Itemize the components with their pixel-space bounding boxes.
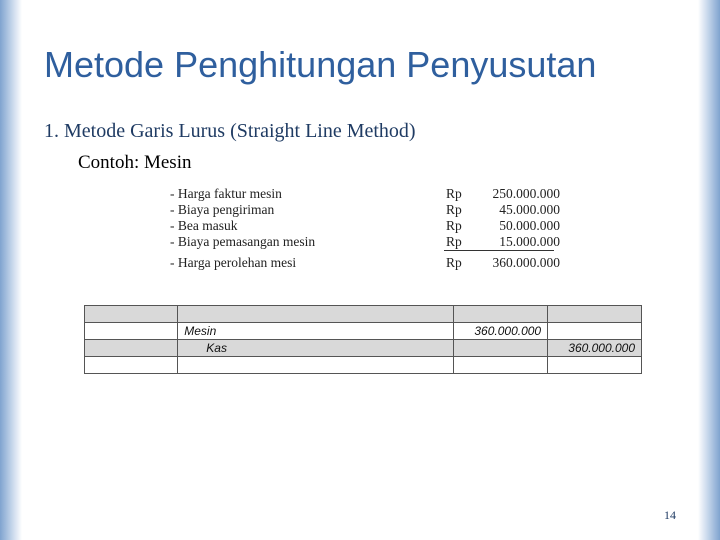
cost-item-currency: Rp — [446, 234, 462, 249]
cost-item-label: - Harga faktur mesin — [170, 186, 282, 201]
debit-cell — [454, 340, 548, 357]
credit-cell — [548, 306, 642, 323]
cost-item-label: - Bea masuk — [170, 218, 238, 233]
cost-item-currency: Rp — [446, 186, 462, 201]
cost-item-amount: 15.000.000 — [499, 234, 560, 249]
debit-cell — [454, 306, 548, 323]
table-row — [85, 323, 642, 340]
cost-item-amount: 250.000.000 — [492, 186, 560, 201]
page-number: 14 — [664, 508, 676, 522]
right-border-decoration — [698, 0, 720, 540]
journal-entry-table — [84, 305, 642, 374]
left-border-decoration — [0, 0, 22, 540]
date-cell — [85, 323, 178, 340]
table-row — [85, 357, 642, 374]
cost-item — [170, 186, 560, 202]
cost-item-amount: 45.000.000 — [499, 202, 560, 217]
example-label: Contoh: Mesin — [78, 152, 192, 173]
slide-title: Metode Penghitungan Penyusutan — [44, 44, 597, 85]
date-cell — [85, 306, 178, 323]
credit-account-label: Kas — [206, 341, 227, 355]
cost-item-label: - Biaya pemasangan mesin — [170, 234, 316, 249]
cost-item — [170, 218, 560, 234]
account-cell — [178, 306, 454, 323]
cost-item — [170, 202, 560, 218]
account-cell — [178, 340, 454, 357]
credit-cell — [548, 357, 642, 374]
total-amount: 360.000.000 — [492, 255, 560, 270]
table-row — [85, 306, 642, 323]
cost-item-currency: Rp — [446, 218, 462, 233]
total-currency: Rp — [446, 255, 462, 270]
method-heading: 1. Metode Garis Lurus (Straight Line Method) — [44, 120, 416, 142]
account-cell — [178, 357, 454, 374]
cost-item-label: - Biaya pengiriman — [170, 202, 275, 217]
debit-cell — [454, 357, 548, 374]
debit-cell: 360.000.000 — [454, 323, 548, 340]
account-cell: Mesin — [178, 323, 454, 340]
date-cell — [85, 357, 178, 374]
date-cell — [85, 340, 178, 357]
acquisition-cost-calculation — [170, 186, 560, 271]
credit-cell — [548, 323, 642, 340]
total-row — [170, 255, 560, 271]
cost-item-amount: 50.000.000 — [499, 218, 560, 233]
sum-underline — [444, 250, 554, 251]
cost-item-currency: Rp — [446, 202, 462, 217]
table-row — [85, 340, 642, 357]
total-label: - Harga perolehan mesi — [170, 255, 297, 270]
cost-item — [170, 234, 560, 250]
credit-cell: 360.000.000 — [548, 340, 642, 357]
